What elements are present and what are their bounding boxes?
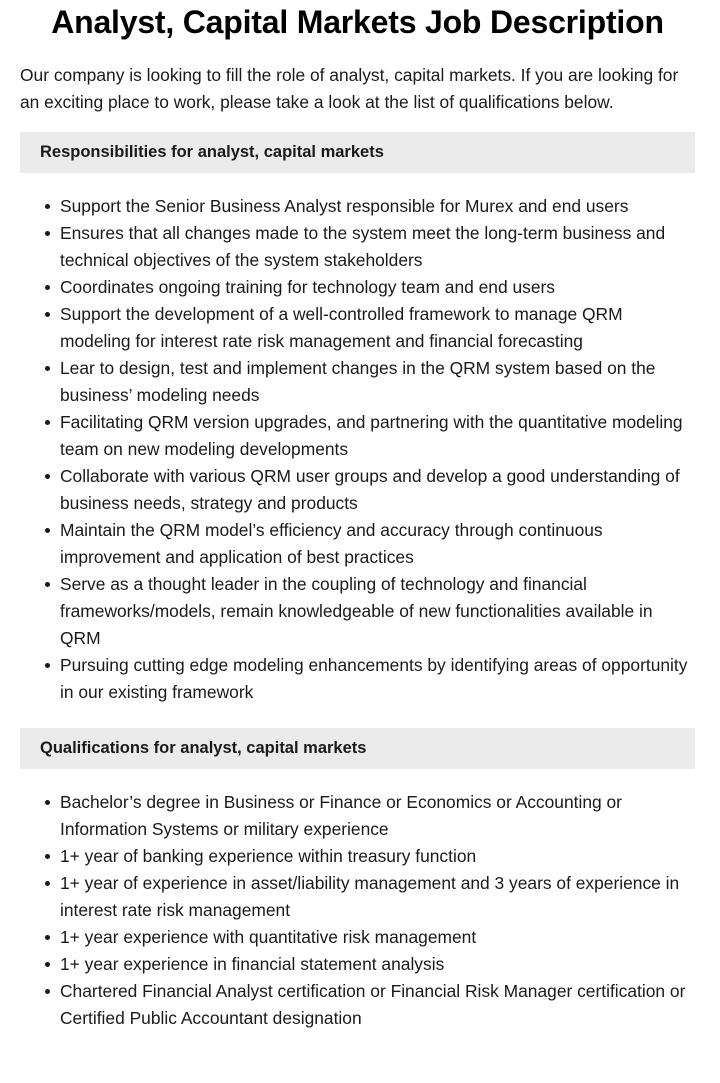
list-item: Facilitating QRM version upgrades, and partnering with the quantitative modeling team on new modeling developments: [60, 409, 695, 463]
list-item: 1+ year of banking experience within treasury function: [60, 843, 695, 870]
list-item: 1+ year experience in financial statement analysis: [60, 951, 695, 978]
list-item: 1+ year experience with quantitative risk management: [60, 924, 695, 951]
list-item: Support the Senior Business Analyst responsible for Murex and end users: [60, 193, 695, 220]
list-item: Support the development of a well-controlled framework to manage QRM modeling for interest rate risk management and financial forecasting: [60, 301, 695, 355]
list-item: Pursuing cutting edge modeling enhancements by identifying areas of opportunity in our existing framework: [60, 652, 695, 706]
list-item: Serve as a thought leader in the coupling of technology and financial frameworks/models, remain knowledgeable of new functionalities available in QRM: [60, 571, 695, 652]
list-item: Maintain the QRM model’s efficiency and accuracy through continuous improvement and application of best practices: [60, 517, 695, 571]
list-item: Lear to design, test and implement changes in the QRM system based on the business’ modeling needs: [60, 355, 695, 409]
responsibilities-list: [20, 193, 695, 706]
list-item: Collaborate with various QRM user groups and develop a good understanding of business needs, strategy and products: [60, 463, 695, 517]
responsibilities-header: Responsibilities for analyst, capital markets: [20, 132, 695, 173]
qualifications-list: [20, 789, 695, 1032]
list-item: Chartered Financial Analyst certification or Financial Risk Manager certification or Certified Public Accountant designation: [60, 978, 695, 1032]
list-item: 1+ year of experience in asset/liability management and 3 years of experience in interest rate risk management: [60, 870, 695, 924]
page-title: Analyst, Capital Markets Job Description: [51, 4, 664, 40]
list-item: Coordinates ongoing training for technology team and end users: [60, 274, 695, 301]
list-item: Bachelor’s degree in Business or Finance or Economics or Accounting or Information Systems or military experience: [60, 789, 695, 843]
qualifications-header: Qualifications for analyst, capital markets: [20, 728, 695, 769]
intro-paragraph: Our company is looking to fill the role of analyst, capital markets. If you are looking for an exciting place to work, please take a look at the list of qualifications below.: [20, 65, 679, 112]
list-item: Ensures that all changes made to the system meet the long-term business and technical objectives of the system stakeholders: [60, 220, 695, 274]
